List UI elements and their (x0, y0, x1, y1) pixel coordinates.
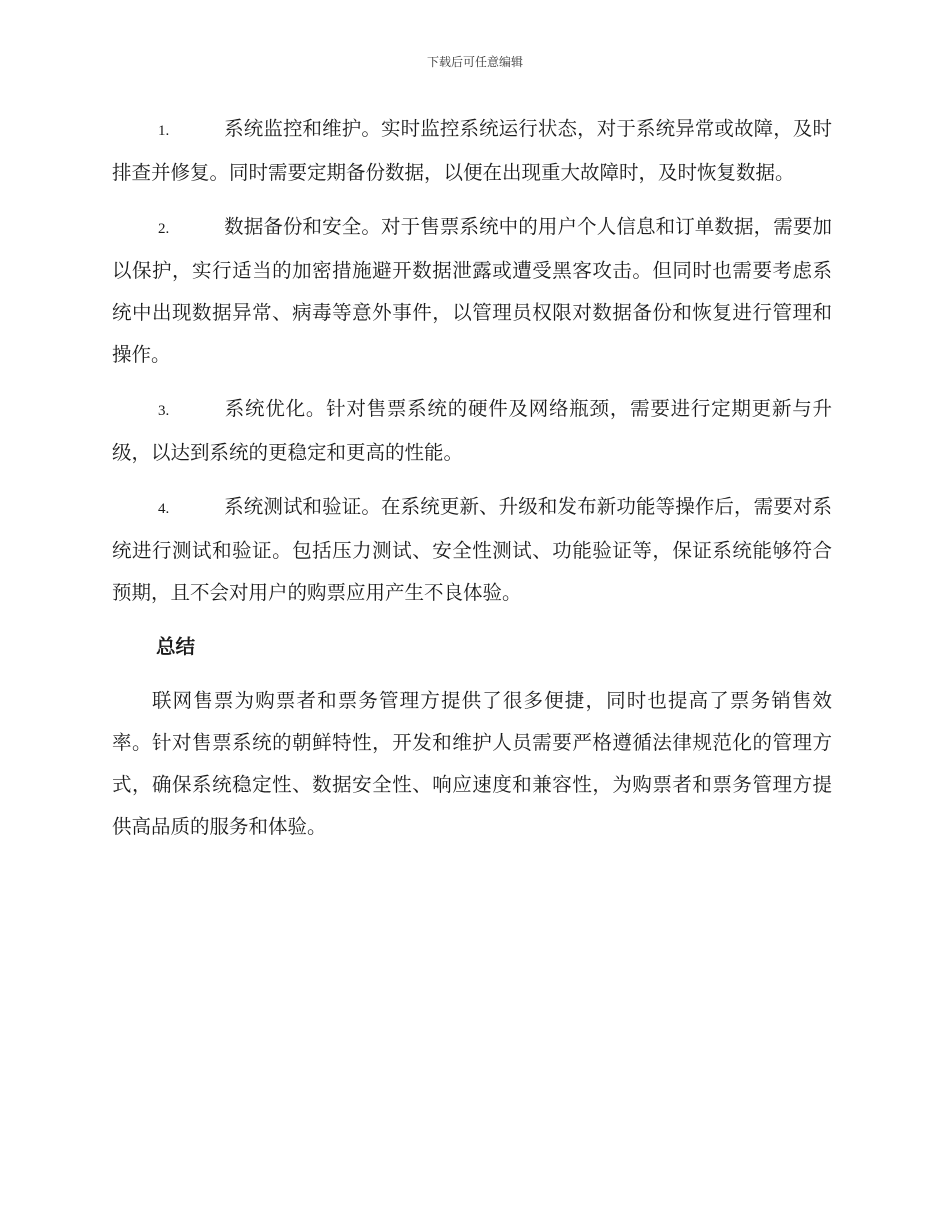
summary-paragraph: 联网售票为购票者和票务管理方提供了很多便捷，同时也提高了票务销售效率。针对售票系统的朝鲜特性，开发和维护人员需要严格遵循法律规范化的管理方式，确保系统稳定性、数据安全性、响应速度和兼容性，为购票者和票务管理方提供高品质的服务和体验。 (112, 689, 832, 838)
list-item-number: 1. (158, 123, 170, 139)
list-item-number: 2. (158, 221, 170, 237)
list-item-text: 系统测试和验证。在系统更新、升级和发布新功能等操作后，需要对系统进行测试和验证。包括压力测试、安全性测试、功能验证等，保证系统能够符合预期，且不会对用户的购票应用产生不良体验。 (112, 495, 832, 604)
summary-heading: 总结 (156, 635, 196, 658)
list-item-1 (112, 108, 832, 194)
list-item-number: 4. (158, 501, 170, 517)
list-item-3 (112, 388, 832, 474)
list-item-2 (112, 206, 832, 376)
list-item-text: 数据备份和安全。对于售票系统中的用户个人信息和订单数据，需要加以保护，实行适当的加密措施避开数据泄露或遭受黑客攻击。但同时也需要考虑系统中出现数据异常、病毒等意外事件，以管理员权限对数据备份和恢复进行管理和操作。 (112, 215, 832, 366)
document-body (112, 108, 832, 860)
list-item-number: 3. (158, 403, 170, 419)
list-item-text: 系统监控和维护。实时监控系统运行状态，对于系统异常或故障，及时排查并修复。同时需要定期备份数据，以便在出现重大故障时，及时恢复数据。 (112, 117, 832, 184)
list-item-4 (112, 486, 832, 614)
page-header: 下载后可任意编辑 (426, 55, 523, 69)
list-item-text: 系统优化。针对售票系统的硬件及网络瓶颈，需要进行定期更新与升级，以达到系统的更稳定和更高的性能。 (112, 397, 832, 464)
